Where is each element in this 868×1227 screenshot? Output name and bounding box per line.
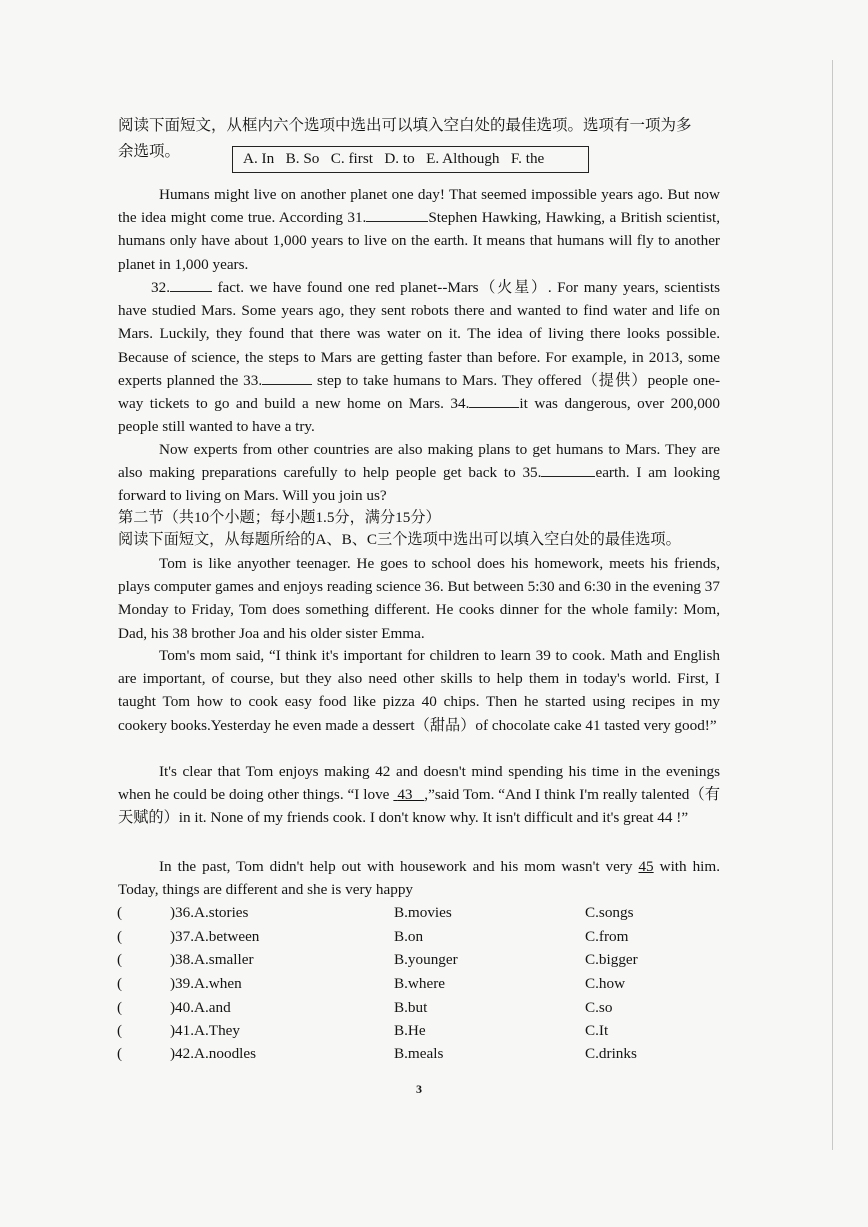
passage1-paragraph-2 (118, 276, 720, 438)
page-number: 3 (416, 1082, 422, 1096)
blank-35[interactable] (541, 462, 595, 477)
option-c[interactable]: C.from (585, 928, 629, 945)
page-edge-line (832, 60, 833, 1150)
passage2-paragraph-1: Tom is like anyother teenager. He goes to school does his homework, meets his friends, plays computer games and enjoys reading science 36. But between 5:30 and 6:30 in the evening 37 Monday to Friday, Tom does something different. He cooks dinner for the whole family: Mom, Dad, his 38 brother Joa and his older sister Emma. (118, 555, 720, 642)
blank-33[interactable] (262, 370, 312, 385)
passage2-text: In the past, Tom didn't help out with housework and his mom wasn't very (159, 858, 633, 875)
passage2-text: ,”said Tom. “And I think I'm really talented（有天赋的）in it. None of my friends cook. I don't know why. It isn't difficult and it's great 44 !” (118, 786, 721, 827)
blank-32[interactable] (170, 277, 212, 292)
option-a[interactable]: )42.A.noodles (170, 1045, 257, 1062)
option-a[interactable]: )38.A.smaller (170, 951, 254, 968)
option-a[interactable]: )41.A.They (170, 1022, 241, 1039)
passage2-paragraph-3 (118, 760, 720, 830)
passage1-text: Humans might live on another planet one day! That seemed impossible years ago. But now the idea might come true. According 31. (118, 186, 720, 227)
passage2-text: It's clear that Tom enjoys making 42 and doesn't mind spending his time in the evenings when he could be doing other things. “I love (118, 763, 720, 804)
blank-43[interactable] (393, 786, 424, 803)
option-b[interactable]: B.where (394, 975, 446, 992)
section2-instruction: 阅读下面短文，从每题所给的A、B、C三个选项中选出可以填入空白处的最佳选项。 (118, 531, 681, 548)
blank-31[interactable] (366, 207, 428, 222)
answer-paren: ( (117, 1045, 123, 1062)
option-c[interactable]: C.It (585, 1022, 609, 1039)
answer-paren: ( (117, 975, 123, 992)
blank-34[interactable] (469, 393, 519, 408)
option-box-text: A. In B. So C. first D. to E. Although F. the (243, 150, 545, 167)
passage1-text: earth. I am looking forward to living on Mars. Will you join us? (118, 464, 721, 505)
option-c[interactable]: C.bigger (585, 951, 638, 968)
option-a[interactable]: )37.A.between (170, 928, 260, 945)
passage2-text: with him. Today, things are different and she is very happy (118, 858, 720, 899)
passage1-text: 32. (151, 279, 170, 296)
option-a[interactable]: )36.A.stories (170, 904, 249, 921)
option-a[interactable]: )40.A.and (170, 999, 231, 1016)
option-b[interactable]: B.on (394, 928, 424, 945)
option-b[interactable]: B.but (394, 999, 428, 1016)
answer-paren: ( (117, 904, 123, 921)
passage1-text: step to take humans to Mars. They offered（提供）people one-way tickets to go and build a new home on Mars. 34. (118, 371, 720, 413)
passage1-text: Stephen Hawking, Hawking, a British scientist, humans only have about 1,000 years to live on the earth. It means that humans will fly to another planet in 1,000 years. (118, 209, 720, 273)
blank-45-number: 45 (638, 858, 654, 875)
option-b[interactable]: B.He (394, 1022, 426, 1039)
blank-43-number: 43 (397, 786, 413, 804)
instruction-line-2: 余选项。 (118, 143, 181, 160)
option-c[interactable]: C.how (585, 975, 626, 992)
answer-paren: ( (117, 999, 123, 1016)
option-c[interactable]: C.songs (585, 904, 634, 921)
option-b[interactable]: B.meals (394, 1045, 444, 1062)
section2-heading: 第二节（共10个小题；每小题1.5分，满分15分） (118, 509, 441, 526)
passage2-paragraph-4 (118, 855, 720, 901)
option-b[interactable]: B.movies (394, 904, 452, 921)
passage1-text: Now experts from other countries are also making plans to get humans to Mars. They are also making preparations carefully to help people get back to 35. (118, 441, 720, 482)
instruction-line-1: 阅读下面短文，从框内六个选项中选出可以填入空白处的最佳选项。选项有一项为多 (118, 117, 692, 134)
option-b[interactable]: B.younger (394, 951, 458, 968)
passage1-paragraph-1 (118, 183, 720, 276)
passage1-text: fact. we have found one red planet--Mars（火星）. For many years, scientists have studied Mars. Some years ago, they sent robots there and wanted to find water and life on Mars. Luckily, they found that there was water on it. The idea of living there looks possible. Because of science, the steps to Mars are getting faster than before. For example, in 2013, some experts planned the 33. (118, 279, 720, 389)
answer-paren: ( (117, 951, 123, 968)
option-c[interactable]: C.so (585, 999, 613, 1016)
passage1-text: it was dangerous, over 200,000 people still wanted to have a try. (118, 395, 720, 436)
answer-paren: ( (117, 928, 123, 945)
passage2-paragraph-2: Tom's mom said, “I think it's important for children to learn 39 to cook. Math and English are important, of course, but they also need other skills to help them in today's world. First, I taught Tom how to cook easy food like pizza 40 chips. Then he started using recipes in my cookery books.Yesterday he even made a dessert（甜品）of chocolate cake 41 tasted very good!” (118, 647, 720, 734)
passage1-paragraph-3 (118, 438, 720, 508)
option-box (232, 146, 589, 173)
blank-45[interactable] (638, 858, 653, 875)
option-a[interactable]: )39.A.when (170, 975, 242, 992)
option-c[interactable]: C.drinks (585, 1045, 637, 1062)
answer-paren: ( (117, 1022, 123, 1039)
